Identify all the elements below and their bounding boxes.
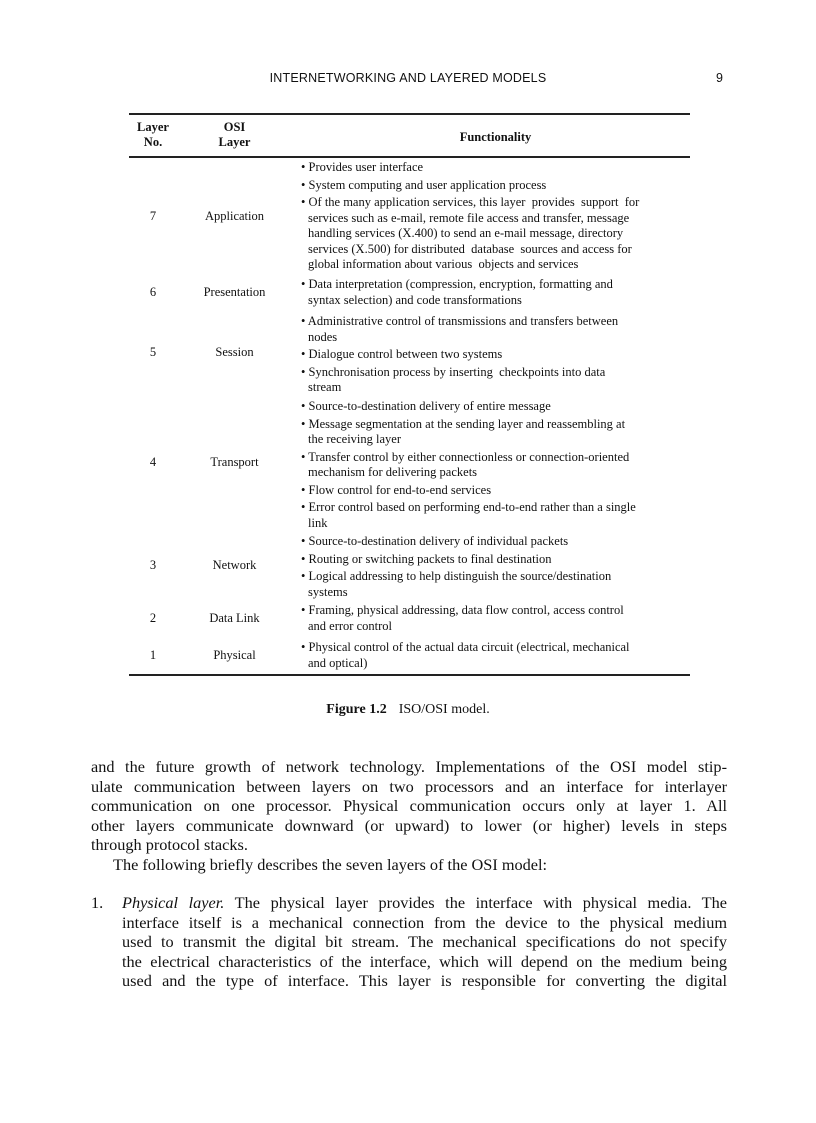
functionality-bullet xyxy=(301,399,636,415)
table-row xyxy=(129,158,690,274)
layer-name: Transport xyxy=(210,455,259,469)
bullet-line: • Physical control of the actual data circuit (electrical, mechanical xyxy=(301,640,630,654)
bullet-line: • Logical addressing to help distinguish the source/destination xyxy=(301,569,612,583)
bullet-line: global information about various objects and services xyxy=(308,257,579,271)
functionality-cell xyxy=(301,399,636,533)
table-row xyxy=(129,600,690,637)
table-row xyxy=(129,395,690,530)
header-layer-no xyxy=(129,120,177,150)
header-functionality: Functionality xyxy=(459,130,532,144)
functionality-bullet xyxy=(301,277,613,308)
layer-number: 6 xyxy=(149,284,157,299)
bullet-line: services (X.500) for distributed database sources and access for xyxy=(308,241,632,256)
running-header: INTERNETWORKING AND LAYERED MODELS xyxy=(269,71,547,85)
functionality-bullet xyxy=(301,314,618,345)
bullet-line: • Source-to-destination delivery of individual packets xyxy=(301,534,569,548)
list-item-line: used and the type of interface. This layer is responsible for converting the digital xyxy=(122,971,727,990)
functionality-cell xyxy=(301,640,630,673)
paragraph-2 xyxy=(91,855,727,875)
bullet-line: stream xyxy=(308,380,342,394)
functionality-cell xyxy=(301,277,613,310)
bullet-line: • Error control based on performing end-to-end rather than a single xyxy=(301,500,636,514)
layer-number: 3 xyxy=(149,557,157,572)
layer-name: Physical xyxy=(213,647,256,662)
bullet-line: • Administrative control of transmissions and transfers between xyxy=(301,314,619,328)
layer-name: Session xyxy=(215,345,254,359)
functionality-bullet xyxy=(301,417,636,448)
list-item-line: interface itself is a mechanical connection from the device to the physical medium xyxy=(122,912,727,932)
bullet-line: • Message segmentation at the sending layer and reassembling at xyxy=(301,416,626,431)
figure-label: Figure 1.2 xyxy=(326,702,387,717)
table-row xyxy=(129,637,690,673)
list-number: 1. xyxy=(91,893,104,912)
bullet-line: • Source-to-destination delivery of entire message xyxy=(301,399,551,413)
bullet-line: • Routing or switching packets to final destination xyxy=(301,551,552,566)
functionality-bullet xyxy=(301,534,611,550)
layer-number: 7 xyxy=(149,208,157,223)
bullet-line: the receiving layer xyxy=(308,432,402,446)
bullet-line: nodes xyxy=(308,329,338,344)
bullet-line: • Framing, physical addressing, data flow control, access control xyxy=(301,603,624,617)
functionality-bullet xyxy=(301,450,636,481)
header-text: No. xyxy=(143,135,163,149)
layer-number: 1 xyxy=(149,647,157,662)
functionality-bullet xyxy=(301,552,611,568)
list-item-text: The physical layer provides the interface with physical media. The xyxy=(234,893,727,912)
functionality-bullet xyxy=(301,347,618,363)
functionality-bullet xyxy=(301,195,639,273)
paragraph-line: other layers communicate downward (or upward) to lower (or higher) levels in steps xyxy=(91,815,727,835)
bullet-line: handling services (X.400) to send an e-mail message, directory xyxy=(308,226,624,240)
layer-number: 4 xyxy=(149,455,157,469)
functionality-bullet xyxy=(301,603,624,634)
table-top-rule xyxy=(129,113,690,115)
bullet-line: • Flow control for end-to-end services xyxy=(301,482,492,497)
bullet-line: mechanism for delivering packets xyxy=(308,465,478,479)
functionality-bullet xyxy=(301,483,636,499)
functionality-bullet xyxy=(301,640,630,671)
table-row xyxy=(129,310,690,395)
list-item-line xyxy=(91,893,727,913)
figure-caption xyxy=(0,702,816,718)
list-item-title: Physical layer. xyxy=(122,893,225,912)
bullet-line: and error control xyxy=(308,618,392,633)
bullet-line: • System computing and user application process xyxy=(301,177,547,192)
layer-number: 2 xyxy=(149,611,157,625)
bullet-line: syntax selection) and code transformations xyxy=(308,292,522,307)
bullet-line: link xyxy=(308,515,328,530)
paragraph-line: communication on one processor. Physical communication occurs only at layer 1. All xyxy=(91,796,727,815)
paragraph-1 xyxy=(91,757,727,855)
header-text: Layer xyxy=(137,120,169,134)
functionality-bullet xyxy=(301,365,618,396)
layer-name: Network xyxy=(212,557,257,572)
functionality-bullet xyxy=(301,160,639,176)
header-text: Layer xyxy=(218,135,251,149)
bullet-line: • Provides user interface xyxy=(301,160,424,174)
functionality-bullet xyxy=(301,178,639,194)
bullet-line: systems xyxy=(308,584,348,599)
functionality-bullet xyxy=(301,569,611,600)
bullet-line: • Data interpretation (compression, encryption, formatting and xyxy=(301,277,613,291)
layer-name: Application xyxy=(204,208,264,223)
list-item-line: the electrical characteristics of the interface, which will depend on the medium being xyxy=(122,951,727,971)
header-osi-layer xyxy=(177,120,292,150)
table-row xyxy=(129,274,690,310)
functionality-cell xyxy=(301,534,611,602)
table-row xyxy=(129,530,690,600)
functionality-cell xyxy=(301,160,639,275)
bullet-line: and optical) xyxy=(308,655,368,670)
bullet-line: • Dialogue control between two systems xyxy=(301,347,503,361)
paragraph-line: The following briefly describes the seven layers of the OSI model: xyxy=(113,855,548,874)
header-text: OSI xyxy=(223,120,246,134)
functionality-cell xyxy=(301,603,624,636)
bullet-line: • Of the many application services, this layer provides support for xyxy=(301,195,640,209)
layer-name: Presentation xyxy=(203,284,266,299)
paragraph-line: ulate communication between layers on two processors and an interface for interlayer xyxy=(91,776,727,796)
paragraph-line: and the future growth of network technology. Implementations of the OSI model stip- xyxy=(91,757,727,776)
list-item-line: used to transmit the digital bit stream. The mechanical specifications do not specify xyxy=(122,932,727,951)
bullet-line: • Synchronisation process by inserting checkpoints into data xyxy=(301,364,606,379)
layer-number: 5 xyxy=(149,345,157,359)
bullet-line: • Transfer control by either connectionless or connection-oriented xyxy=(301,449,630,464)
page-number: 9 xyxy=(716,71,723,85)
table-bottom-rule xyxy=(129,674,690,676)
functionality-bullet xyxy=(301,500,636,531)
layer-name: Data Link xyxy=(209,611,260,625)
figure-title: ISO/OSI model. xyxy=(398,702,490,717)
functionality-cell xyxy=(301,314,618,398)
bullet-line: services such as e-mail, remote file access and transfer, message xyxy=(308,210,630,225)
paragraph-line: through protocol stacks. xyxy=(91,835,248,854)
list-item-physical-layer xyxy=(91,893,727,991)
